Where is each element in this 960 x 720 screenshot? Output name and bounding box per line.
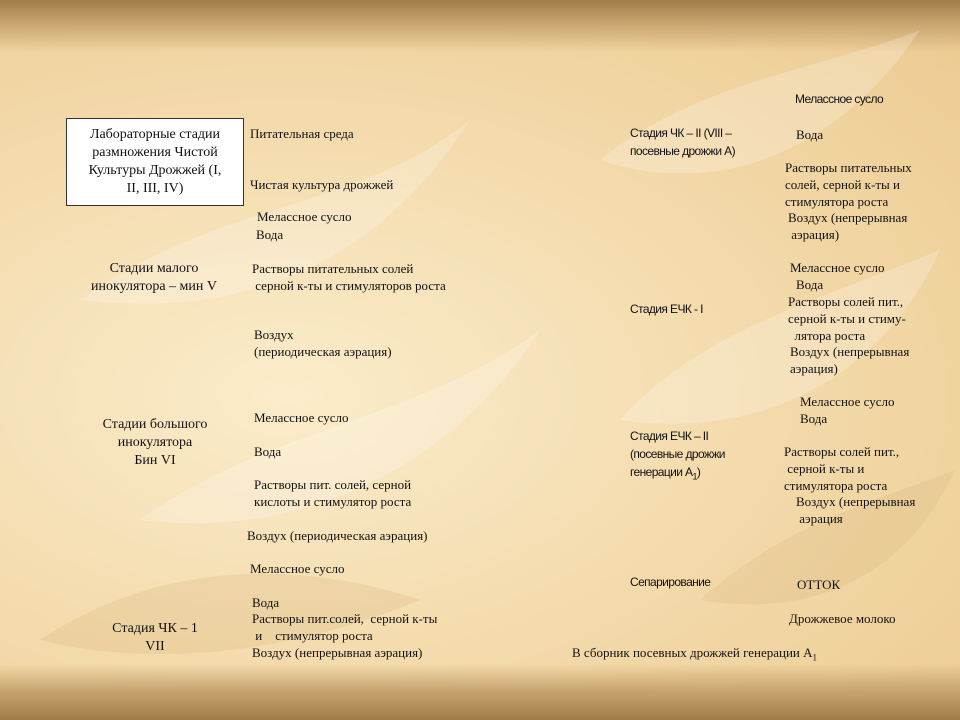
small-item-molasses: Мелассное сусло	[257, 209, 352, 224]
ck2-item-water: Вода	[796, 127, 824, 142]
eck2-label-text: Стадия ЕЧК – II (посевные дрожжи генерации А	[630, 429, 725, 479]
lab-stages-box	[66, 118, 244, 206]
eck1-item-salts: Растворы солей пит., серной к-ты и стиму- лятора роста	[788, 294, 906, 343]
small-item-salts: Растворы питательных солей серной к-ты и стимуляторов роста	[252, 261, 446, 293]
ck2-item-salts: Растворы питательных солей, серной к-ты и стимулятора роста	[785, 160, 912, 209]
ck2-item-molasses: Мелассное сусло	[795, 92, 884, 106]
big-inoculator-label: Стадии большого инокулятора Бин VI	[102, 417, 208, 468]
separation-label: Сепарирование	[630, 575, 711, 589]
eck2-item-air: Воздух (непрерывная аэрация	[796, 494, 916, 526]
small-item-air: Воздух (периодическая аэрация)	[254, 327, 392, 359]
eck2-label-subscript: 1	[692, 471, 697, 482]
big-item-air: Воздух (периодическая аэрация)	[247, 528, 428, 543]
small-item-water: Вода	[256, 227, 284, 242]
eck1-item-molasses: Мелассное сусло	[790, 260, 885, 275]
lab-item-nutrient-medium: Питательная среда	[250, 126, 354, 141]
ck1-item-molasses: Мелассное сусло	[250, 561, 345, 576]
big-item-molasses: Мелассное сусло	[254, 410, 349, 425]
final-collector	[572, 644, 817, 667]
ck1-item-air: Воздух (непрерывная аэрация)	[252, 645, 423, 660]
ck1-item-water: Вода	[252, 595, 280, 610]
ck1-item-salts: Растворы пит.солей, серной к-ты и стимулятор роста	[252, 611, 438, 643]
eck1-item-water: Вода	[796, 277, 824, 292]
eck2-label-close: )	[696, 465, 701, 479]
eck2-label	[630, 427, 725, 485]
sep-item-outflow: ОТТОК	[797, 577, 841, 592]
final-collector-text: В сборник посевных дрожжей генерации А	[572, 645, 813, 660]
final-collector-subscript: 1	[812, 652, 817, 663]
eck1-label: Стадия ЕЧК - I	[630, 302, 703, 316]
ck1-label: Стадия ЧК – 1 VII	[112, 621, 198, 654]
big-item-salts: Растворы пит. солей, серной кислоты и стимулятор роста	[254, 477, 412, 509]
lab-stages-label: Лабораторные стадии размножения Чистой Культуры Дрожжей (I, II, III, IV)	[88, 127, 222, 196]
sep-item-yeast-milk: Дрожжевое молоко	[789, 611, 896, 626]
eck1-item-air: Воздух (непрерывная аэрация)	[790, 344, 910, 376]
eck2-item-salts: Растворы солей пит., серной к-ты и стимулятора роста	[784, 444, 900, 493]
ck2-item-air: Воздух (непрерывная аэрация)	[788, 210, 908, 242]
ck2-label: Стадия ЧК – II (VIII – посевные дрожжи А)	[630, 126, 735, 158]
big-item-water: Вода	[254, 444, 282, 459]
eck2-item-water: Вода	[800, 411, 828, 426]
eck2-item-molasses: Мелассное сусло	[800, 394, 895, 409]
lab-item-pure-culture: Чистая культура дрожжей	[250, 177, 394, 192]
small-inoculator-label: Стадии малого инокулятора – мин V	[91, 261, 217, 294]
